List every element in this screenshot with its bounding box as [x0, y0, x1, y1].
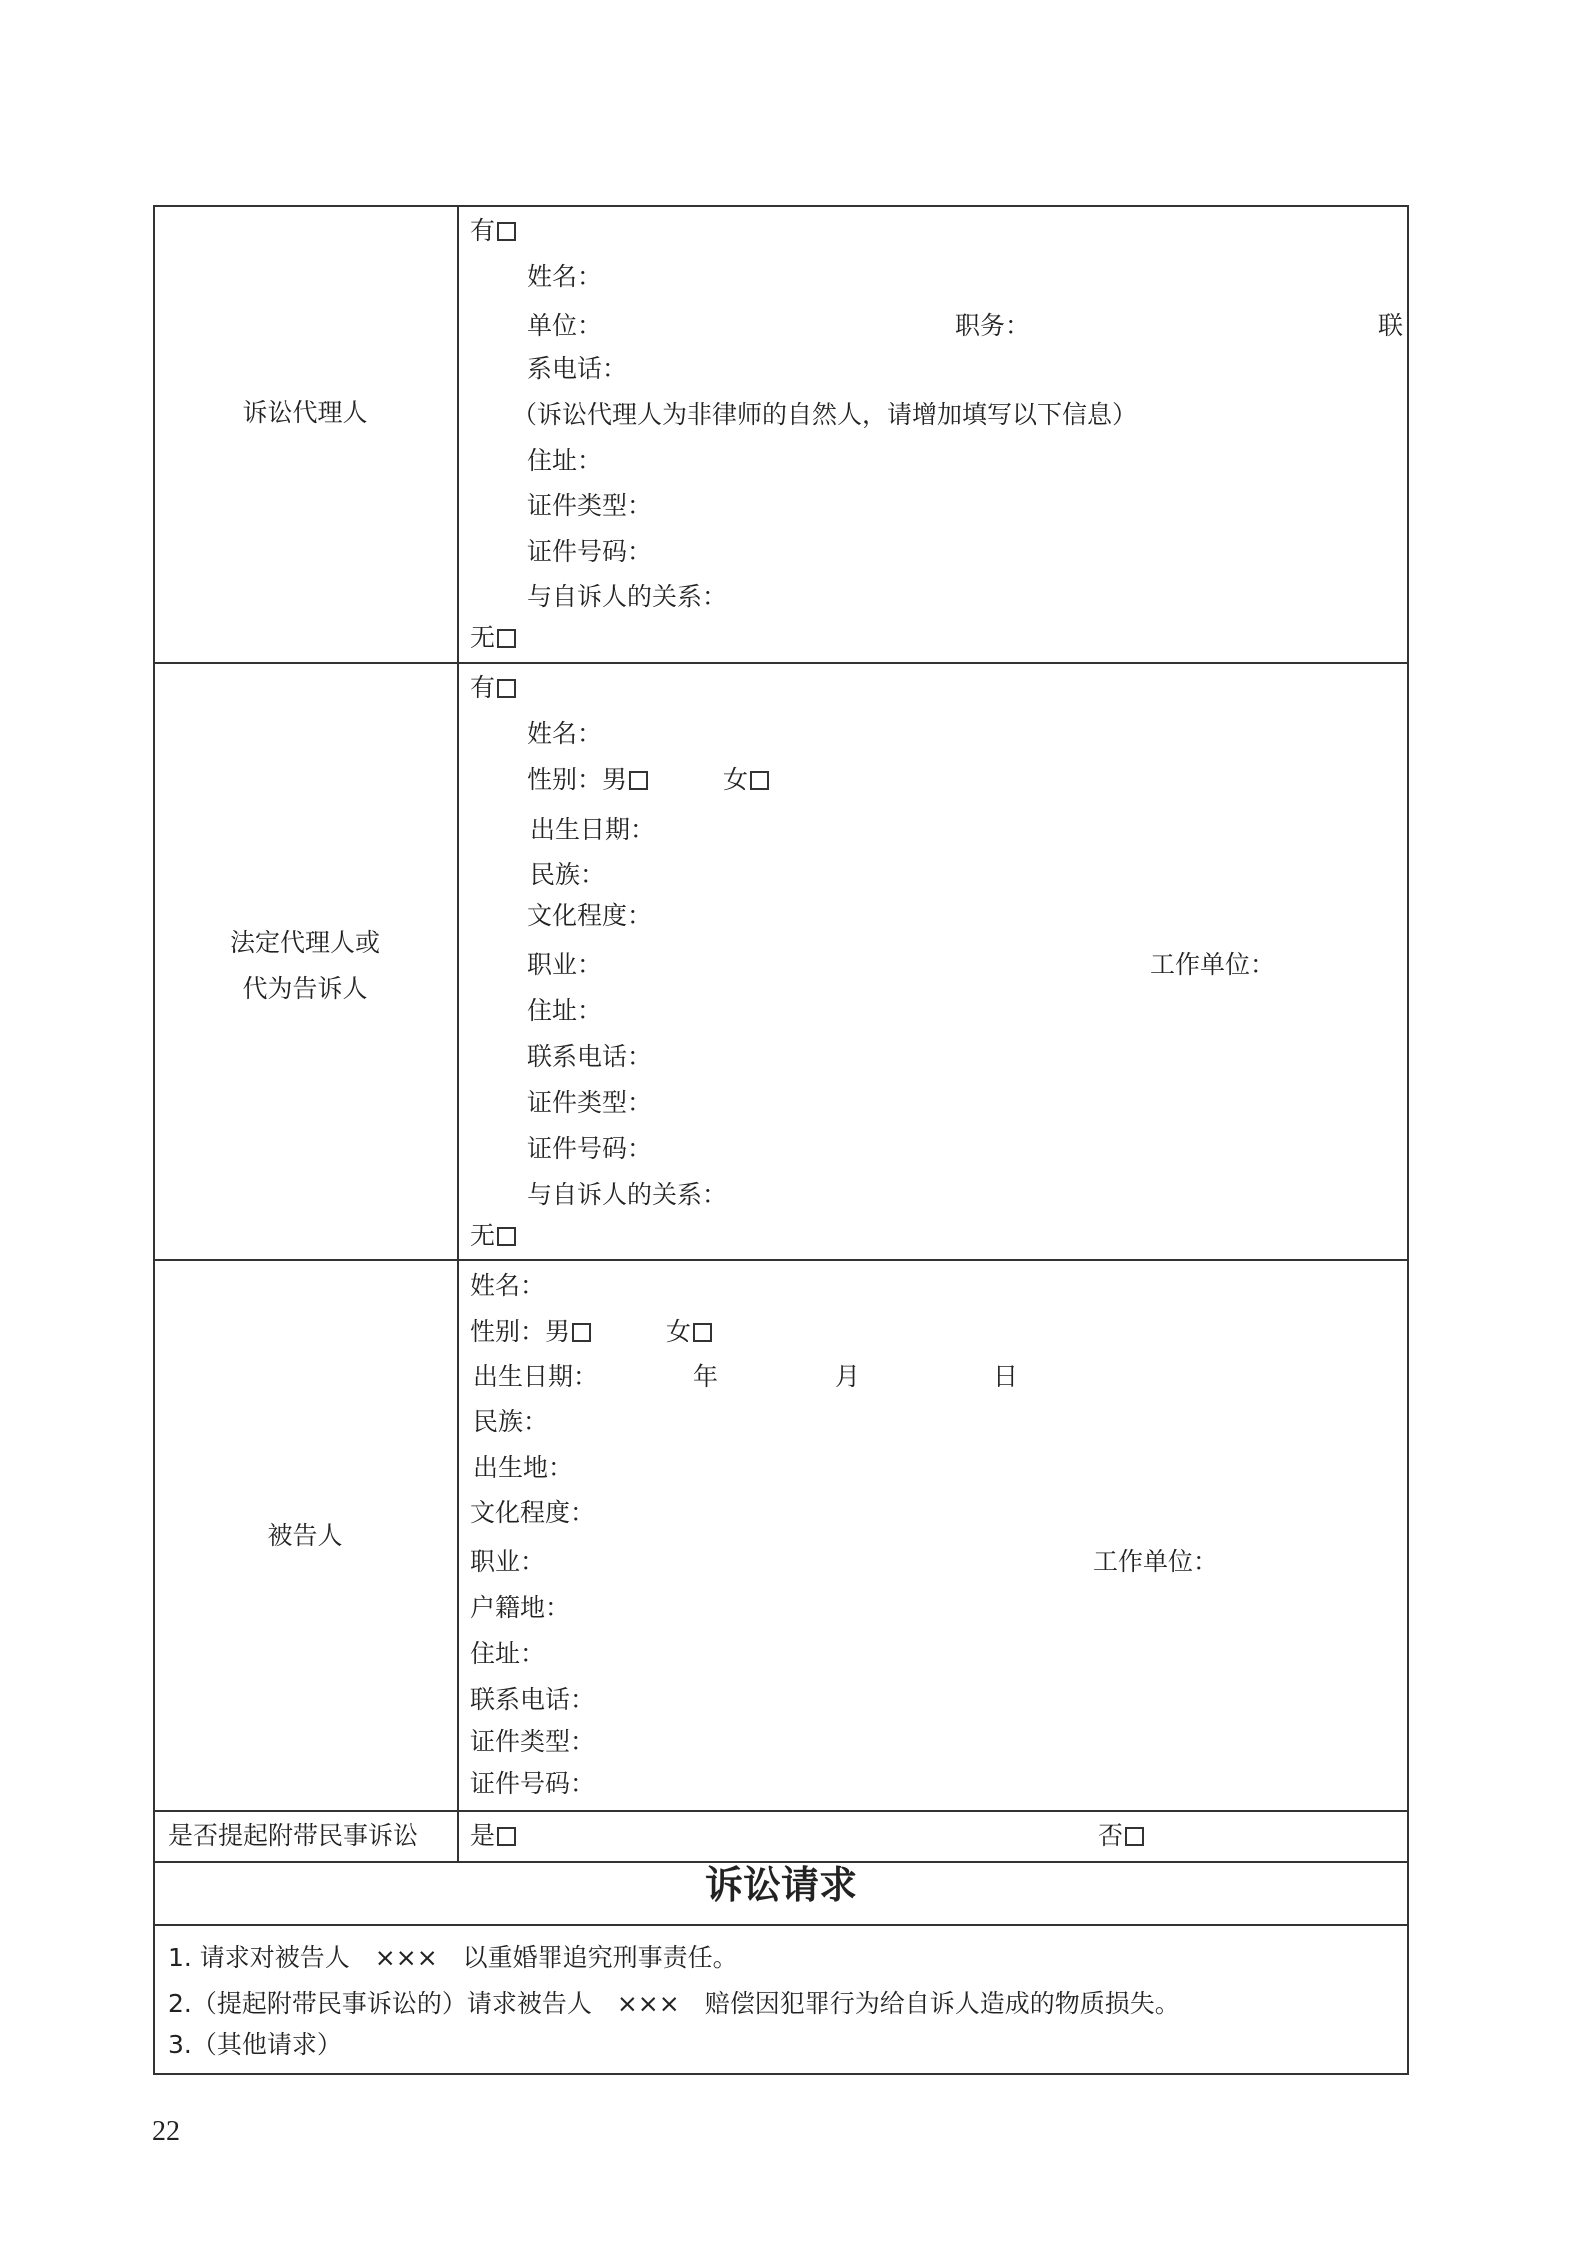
defendant-birth-day: 日: [993, 1362, 1019, 1391]
defendant-female[interactable]: [666, 1317, 712, 1347]
defendant-birth: 出生日期：: [473, 1362, 599, 1391]
legal-rep-label-line2: 代为告诉人: [242, 974, 368, 1003]
civil-suit-yes-option[interactable]: [470, 1821, 516, 1851]
legal-rep-none-text: 无: [470, 1221, 496, 1250]
page-number: 22: [152, 2116, 180, 2147]
agent-label: 诉讼代理人: [242, 398, 368, 427]
checkbox[interactable]: [497, 679, 516, 698]
defendant-occupation: 职业：: [470, 1547, 546, 1576]
defendant-id-number: 证件号码：: [470, 1769, 596, 1798]
agent-id-type: 证件类型：: [527, 491, 653, 520]
checkbox[interactable]: [497, 629, 516, 648]
checkbox[interactable]: [1125, 1827, 1144, 1846]
row-divider: [153, 1810, 1409, 1812]
agent-position: 职务：: [955, 311, 1031, 340]
agent-name: 姓名：: [527, 262, 603, 291]
legal-rep-has-option[interactable]: [470, 673, 516, 703]
checkbox[interactable]: [693, 1323, 712, 1342]
legal-rep-id-type: 证件类型：: [527, 1088, 653, 1117]
defendant-phone: 联系电话：: [470, 1685, 596, 1714]
agent-relation: 与自诉人的关系：: [527, 582, 728, 611]
agent-id-number: 证件号码：: [527, 537, 653, 566]
legal-rep-occupation: 职业：: [527, 950, 603, 979]
agent-unit: 单位：: [527, 311, 603, 340]
claim-item-1: 1. 请求对被告人 ××× 以重婚罪追究刑事责任。: [168, 1943, 738, 1972]
legal-rep-female-text: 女: [723, 765, 749, 794]
defendant-birthplace: 出生地：: [473, 1453, 574, 1482]
defendant-gender[interactable]: [470, 1317, 591, 1347]
legal-rep-label: [154, 920, 456, 1012]
table-border-bottom: [153, 2073, 1409, 2075]
claim-item-3: 3.（其他请求）: [168, 2030, 342, 2059]
agent-none-text: 无: [470, 623, 496, 652]
agent-phone: 系电话：: [527, 354, 628, 383]
agent-has-text: 有: [470, 216, 496, 245]
civil-suit-label: 是否提起附带民事诉讼: [168, 1821, 419, 1850]
row-divider: [153, 1924, 1409, 1926]
column-divider: [457, 205, 459, 1862]
legal-rep-label-line1: 法定代理人或: [229, 928, 380, 957]
defendant-gender-male: 性别：男: [470, 1317, 571, 1346]
checkbox[interactable]: [750, 771, 769, 790]
legal-rep-id-number: 证件号码：: [527, 1134, 653, 1163]
checkbox[interactable]: [497, 1827, 516, 1846]
table-border-left: [153, 205, 155, 2075]
agent-address: 住址：: [527, 446, 603, 475]
legal-rep-female[interactable]: [723, 765, 769, 795]
agent-has-option[interactable]: [470, 216, 516, 246]
defendant-address: 住址：: [470, 1639, 546, 1668]
legal-rep-education: 文化程度：: [527, 901, 653, 930]
agent-none-option[interactable]: [470, 623, 516, 653]
legal-rep-ethnicity: 民族：: [530, 860, 606, 889]
civil-suit-yes-text: 是: [470, 1821, 496, 1850]
checkbox[interactable]: [572, 1323, 591, 1342]
row-divider: [153, 1259, 1409, 1261]
defendant-birth-year: 年: [693, 1362, 719, 1391]
defendant-household: 户籍地：: [470, 1593, 571, 1622]
agent-lian: 联: [1378, 311, 1404, 340]
civil-suit-no-option[interactable]: [1098, 1821, 1144, 1851]
checkbox[interactable]: [497, 222, 516, 241]
defendant-name: 姓名：: [470, 1271, 546, 1300]
checkbox[interactable]: [629, 771, 648, 790]
legal-rep-has-text: 有: [470, 673, 496, 702]
civil-suit-no-text: 否: [1098, 1821, 1124, 1850]
legal-rep-none-option[interactable]: [470, 1221, 516, 1251]
legal-rep-phone: 联系电话：: [527, 1042, 653, 1071]
legal-rep-workplace: 工作单位：: [1150, 950, 1276, 979]
row-divider: [153, 662, 1409, 664]
defendant-workplace: 工作单位：: [1093, 1547, 1219, 1576]
checkbox[interactable]: [497, 1227, 516, 1246]
defendant-female-text: 女: [666, 1317, 692, 1346]
agent-note: （诉讼代理人为非律师的自然人，请增加填写以下信息）: [512, 400, 1138, 429]
defendant-ethnicity: 民族：: [473, 1407, 549, 1436]
legal-rep-gender[interactable]: [527, 765, 648, 795]
defendant-label: 被告人: [267, 1521, 343, 1550]
claim-item-2: 2.（提起附带民事诉讼的）请求被告人 ××× 赔偿因犯罪行为给自诉人造成的物质损失。: [168, 1989, 1180, 2018]
legal-rep-birth: 出生日期：: [530, 815, 656, 844]
table-border-right: [1407, 205, 1409, 2075]
legal-rep-relation: 与自诉人的关系：: [527, 1180, 728, 1209]
defendant-education: 文化程度：: [470, 1498, 596, 1527]
table-border-top: [153, 205, 1409, 207]
legal-rep-gender-male: 性别：男: [527, 765, 628, 794]
defendant-birth-month: 月: [835, 1362, 861, 1391]
legal-rep-address: 住址：: [527, 996, 603, 1025]
defendant-id-type: 证件类型：: [470, 1727, 596, 1756]
legal-rep-name: 姓名：: [527, 719, 603, 748]
claims-heading: 诉讼请求: [704, 1862, 857, 1907]
